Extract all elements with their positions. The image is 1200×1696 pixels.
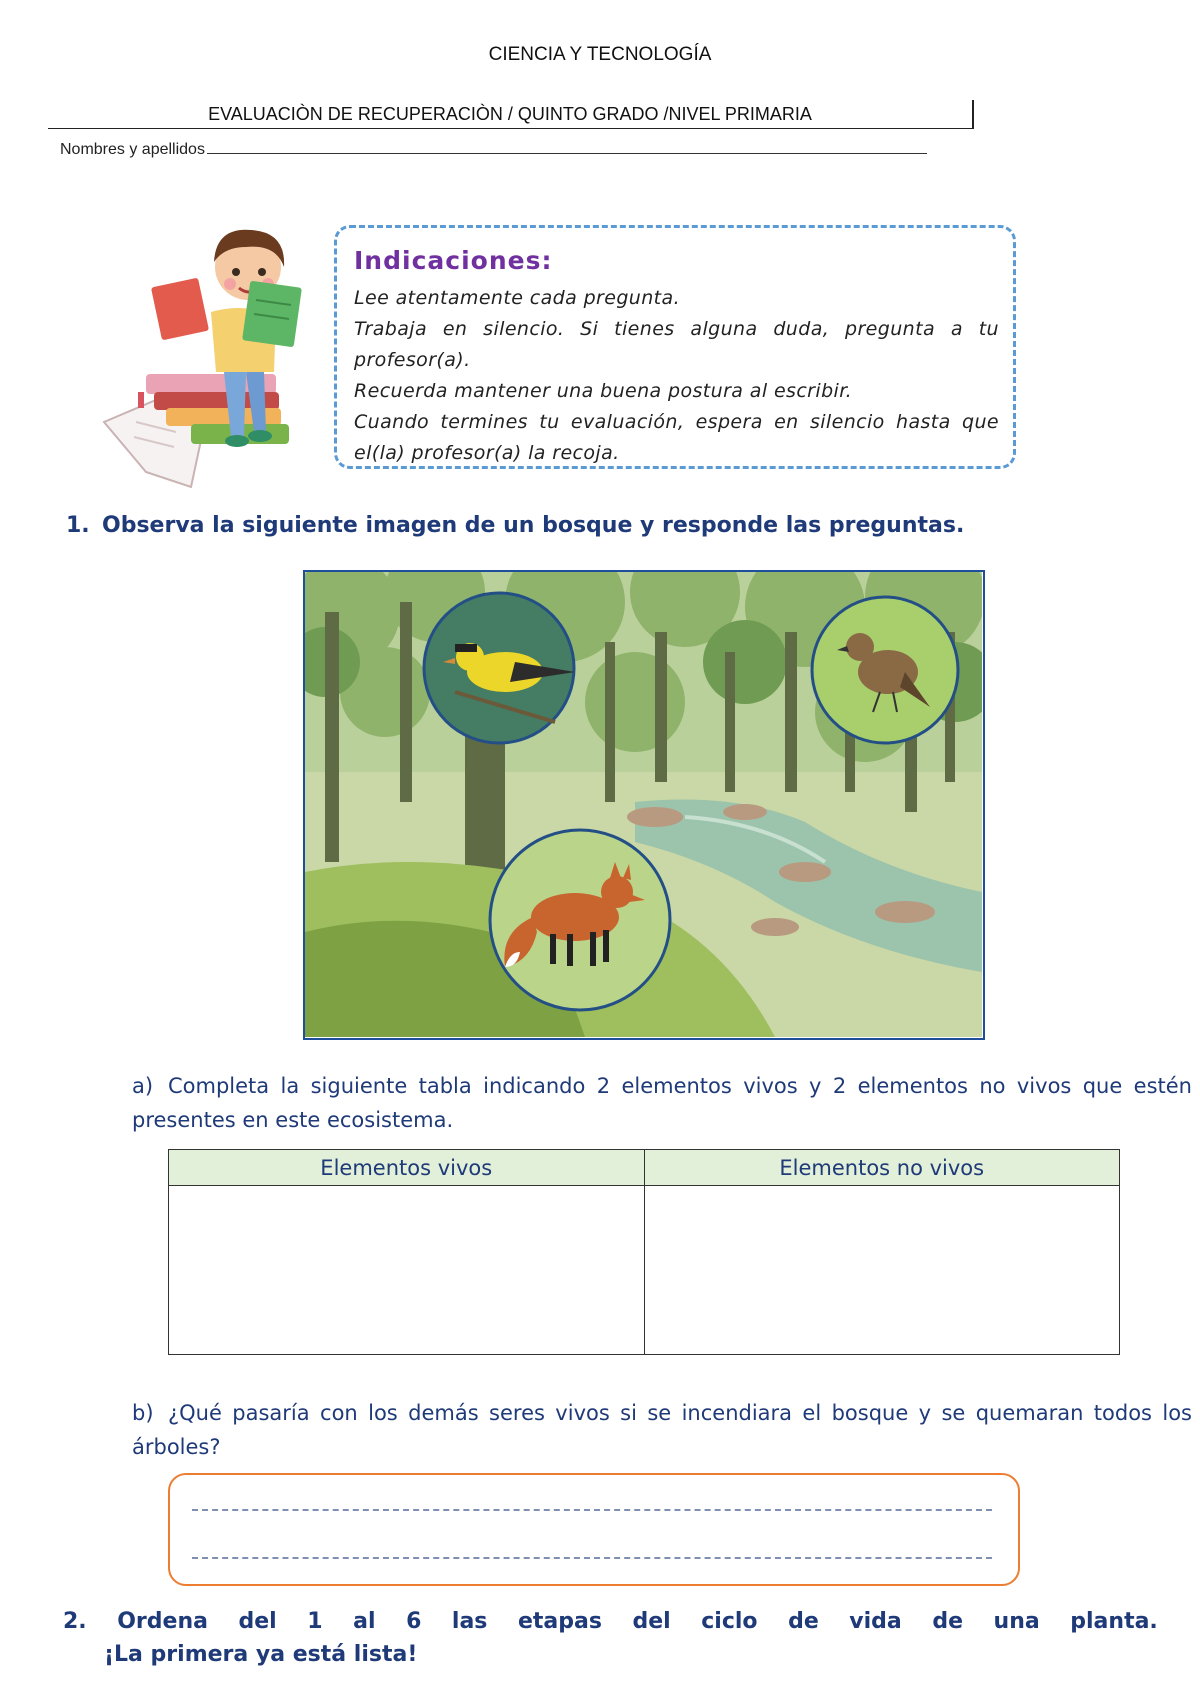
question-2-word: las bbox=[451, 1609, 488, 1634]
table-header-living: Elementos vivos bbox=[169, 1150, 645, 1186]
names-label: Nombres y apellidos bbox=[60, 141, 205, 158]
answer-cell-nonliving[interactable] bbox=[644, 1186, 1120, 1355]
question-2-word: del bbox=[632, 1609, 671, 1634]
question-1a-text: Completa la siguiente tabla indicando 2 elementos vivos y 2 elementos no vivos que estén presentes en este ecosistema. bbox=[132, 1074, 1192, 1132]
question-2-word: 6 bbox=[406, 1609, 422, 1634]
living-nonliving-table bbox=[168, 1149, 1120, 1355]
table-row bbox=[169, 1186, 1120, 1355]
instruction-line: Lee atentamente cada pregunta. bbox=[354, 287, 681, 309]
question-1b bbox=[132, 1396, 1192, 1464]
answer-line[interactable] bbox=[192, 1557, 992, 1559]
thrush-bird bbox=[812, 597, 958, 743]
question-2-line-1 bbox=[63, 1605, 1158, 1638]
table-header-nonliving: Elementos no vivos bbox=[644, 1150, 1120, 1186]
question-1 bbox=[66, 513, 964, 538]
answer-box[interactable] bbox=[168, 1473, 1020, 1586]
question-2-word: de bbox=[788, 1609, 819, 1634]
question-2-word: ciclo bbox=[701, 1609, 758, 1634]
question-2-word: Ordena bbox=[117, 1609, 208, 1634]
instructions-title: Indicaciones: bbox=[354, 246, 553, 275]
question-2-word: del bbox=[238, 1609, 277, 1634]
table-header-row bbox=[169, 1150, 1120, 1186]
question-2-word: una bbox=[993, 1609, 1040, 1634]
answer-cell-living[interactable] bbox=[169, 1186, 645, 1355]
question-1b-label: b) bbox=[132, 1401, 154, 1425]
instruction-line: Trabaja en silencio. Si tienes alguna duda, pregunta a tu profesor(a). bbox=[354, 318, 999, 371]
instruction-line: Recuerda mantener una buena postura al escribir. bbox=[354, 380, 853, 402]
names-row bbox=[60, 139, 927, 159]
evaluation-title: EVALUACIÒN DE RECUPERACIÒN / QUINTO GRADO /NIVEL PRIMARIA bbox=[208, 104, 812, 124]
question-2-line-2: ¡La primera ya está lista! bbox=[104, 1642, 418, 1667]
instructions-text bbox=[354, 283, 999, 469]
question-1-number: 1. bbox=[66, 513, 90, 538]
forest-scene bbox=[303, 570, 985, 1040]
forest-illustration bbox=[305, 572, 982, 1037]
red-fox bbox=[490, 830, 670, 1010]
question-2-word: etapas bbox=[517, 1609, 602, 1634]
instruction-line: Cuando termines tu evaluación, espera en silencio hasta que el(la) profesor(a) la recoja. bbox=[354, 411, 999, 464]
question-2-word: planta. bbox=[1070, 1609, 1158, 1634]
student-with-books-illustration bbox=[96, 222, 308, 494]
subject-title: CIENCIA Y TECNOLOGÍA bbox=[488, 44, 712, 65]
question-1-text: Observa la siguiente imagen de un bosque y responde las preguntas. bbox=[102, 513, 965, 538]
question-2-word: de bbox=[932, 1609, 963, 1634]
question-1a-label: a) bbox=[132, 1074, 154, 1098]
question-2-word: 1 bbox=[307, 1609, 323, 1634]
goldfinch-bird bbox=[424, 593, 575, 743]
question-2-number: 2. bbox=[63, 1609, 87, 1634]
question-2-word: vida bbox=[849, 1609, 902, 1634]
question-2 bbox=[63, 1605, 1163, 1671]
names-blank-line[interactable] bbox=[207, 139, 927, 154]
question-2-word: al bbox=[353, 1609, 376, 1634]
answer-line[interactable] bbox=[192, 1509, 992, 1511]
question-1a bbox=[132, 1069, 1192, 1137]
question-1b-text: ¿Qué pasaría con los demás seres vivos si se incendiara el bosque y se quemaran todos los árboles? bbox=[132, 1401, 1192, 1459]
